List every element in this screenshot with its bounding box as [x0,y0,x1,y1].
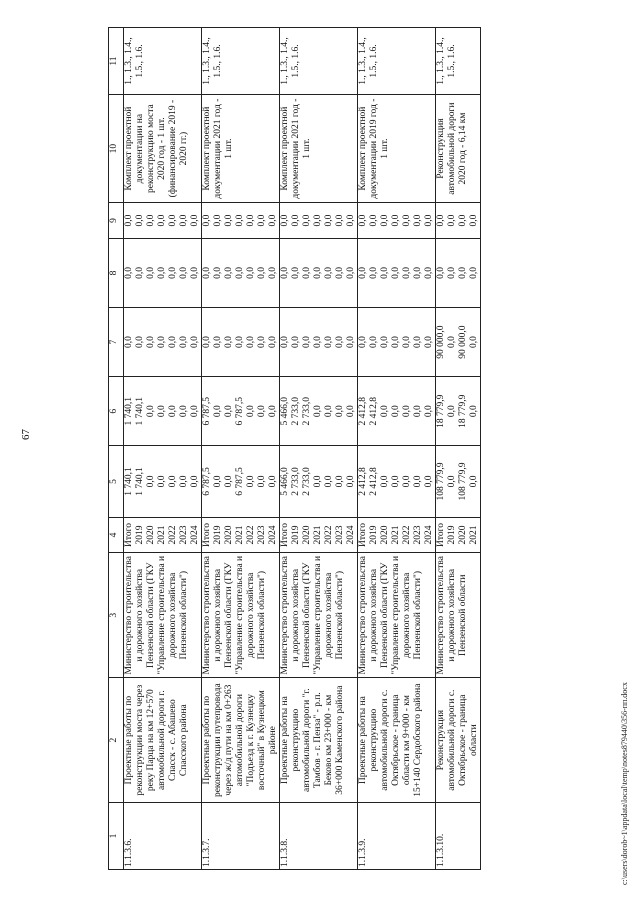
regional-budget [124,377,202,446]
federal-budget-value: 0,0 [224,336,234,349]
year-list-value: Итого [280,522,290,547]
column-header-9: 9 [109,203,124,239]
total-funding-value: 0,0 [190,475,200,488]
regional-budget-value: 18 779,9 [458,394,468,428]
regional-budget-value: 0,0 [213,405,223,418]
local-budget-value: 0,0 [124,267,134,279]
total-funding-value: 108 779,9 [436,462,446,501]
local-budget-value: 0,0 [202,267,212,279]
table-row [358,28,436,870]
column-header-2: 2 [109,678,124,803]
federal-budget-value: 0,0 [469,336,479,349]
federal-budget-value: 0,0 [402,336,412,349]
year-list [202,517,280,553]
total-funding-value: 0,0 [380,475,390,488]
column-header-10: 10 [109,95,124,203]
local-budget [436,238,481,307]
federal-budget-value: 0,0 [324,336,334,349]
year-list-value: 2022 [168,525,178,545]
local-budget [124,238,202,307]
year-list-value: Итого [124,522,134,547]
year-list [358,517,436,553]
indicator-refs: 1., 1.3., 1.4., 1.5., 1.6. [280,28,358,95]
other-sources-value: 0,0 [447,214,457,227]
other-sources-value: 0,0 [235,214,245,227]
federal-budget-value: 0,0 [124,336,134,349]
total-funding-value: 1 740,1 [135,467,145,496]
table-body [124,28,481,870]
year-list-value: 2024 [424,525,434,545]
federal-budget-value: 90 000,0 [458,325,468,359]
regional-budget-value: 0,0 [346,405,356,418]
total-funding-value: 1 740,1 [124,467,134,496]
program-table-rotated [108,27,565,870]
total-funding-value: 108 779,9 [458,462,468,501]
local-budget-value: 0,0 [346,267,356,279]
year-list-value: 2020 [146,525,156,545]
local-budget-value: 0,0 [358,267,368,279]
total-funding-value: 0,0 [424,475,434,488]
row-code: 1.1.3.9. [358,803,436,870]
column-header-4: 4 [109,517,124,553]
other-sources-value: 0,0 [380,214,390,227]
local-budget-value: 0,0 [413,267,423,279]
federal-budget-value: 0,0 [235,336,245,349]
local-budget-value: 0,0 [146,267,156,279]
file-path-footer: c:\users\dorob~1\appdata\local\temp\notes879440\356-пп.docx [620,682,629,885]
local-budget-value: 0,0 [268,267,278,279]
column-header-8: 8 [109,238,124,307]
row-code: 1.1.3.10. [436,803,481,870]
federal-budget-value: 0,0 [135,336,145,349]
other-sources-value: 0,0 [391,214,401,227]
regional-budget-value: 6 787,5 [235,396,245,426]
total-funding-value: 0,0 [213,475,223,488]
year-list-value: 2023 [335,525,345,545]
total-funding [202,446,280,517]
total-funding-value: 0,0 [246,475,256,488]
total-funding-value: 6 787,5 [202,467,212,496]
other-sources-value: 0,0 [313,214,323,227]
other-sources-value: 0,0 [436,214,446,227]
header-row [109,28,124,870]
federal-budget [202,308,280,377]
activity-name: Проектные работы по реконструкции моста через реку Парца на км 12+570 автомобильной дороги г. Спасск - с. Абашево Спасского района [124,678,202,803]
total-funding-value: 0,0 [257,475,267,488]
local-budget-value: 0,0 [246,267,256,279]
federal-budget-value: 0,0 [213,336,223,349]
regional-budget-value: 1 740,1 [124,396,134,426]
column-header-11: 11 [109,28,124,95]
regional-budget-value: 2 412,8 [369,396,379,426]
local-budget-value: 0,0 [157,267,167,279]
other-sources-value: 0,0 [358,214,368,227]
federal-budget-value: 0,0 [313,336,323,349]
local-budget-value: 0,0 [335,267,345,279]
other-sources [358,203,436,239]
executor-name: Министерство строительства и дорожного хозяйства Пензенской области [436,553,481,678]
regional-budget-value: 0,0 [469,405,479,418]
year-list-value: 2021 [235,525,245,545]
expected-result: Комплект проектной документации 2021 год - 1 шт. [280,95,358,203]
year-list-value: 2023 [413,525,423,545]
local-budget [358,238,436,307]
federal-budget-value: 0,0 [246,336,256,349]
regional-budget-value: 2 412,8 [358,396,368,426]
year-list-value: 2019 [447,525,457,545]
local-budget-value: 0,0 [302,267,312,279]
regional-budget-value: 0,0 [224,405,234,418]
other-sources-value: 0,0 [268,214,278,227]
total-funding-value: 0,0 [313,475,323,488]
other-sources-value: 0,0 [124,214,134,227]
regional-budget-value: 2 733,0 [291,396,301,426]
year-list-value: Итого [436,522,446,547]
regional-budget-value: 0,0 [413,405,423,418]
other-sources-value: 0,0 [324,214,334,227]
year-list-value: 2021 [469,525,479,545]
year-list-value: 2019 [369,525,379,545]
regional-budget [280,377,358,446]
other-sources-value: 0,0 [424,214,434,227]
local-budget-value: 0,0 [135,267,145,279]
local-budget-value: 0,0 [213,267,223,279]
other-sources-value: 0,0 [335,214,345,227]
regional-budget-value: 0,0 [190,405,200,418]
regional-budget-value: 0,0 [146,405,156,418]
other-sources-value: 0,0 [302,214,312,227]
regional-budget-value: 0,0 [447,405,457,418]
executor-name: Министерство строительства и дорожного хозяйства Пензенской области (ГКУ "Управление строительства и дорожного хозяйства Пензенской области") [358,553,436,678]
regional-budget-value: 2 733,0 [302,396,312,426]
federal-budget-value: 0,0 [280,336,290,349]
federal-budget [436,308,481,377]
federal-budget-value: 0,0 [346,336,356,349]
other-sources-value: 0,0 [157,214,167,227]
local-budget-value: 0,0 [424,267,434,279]
executor-name: Министерство строительства и дорожного хозяйства Пензенской области (ГКУ "Управление строительства и дорожного хозяйства Пензенской области") [280,553,358,678]
total-funding-value: 0,0 [335,475,345,488]
local-budget [280,238,358,307]
local-budget-value: 0,0 [190,267,200,279]
federal-budget-value: 0,0 [257,336,267,349]
total-funding-value: 0,0 [402,475,412,488]
federal-budget-value: 0,0 [179,336,189,349]
regional-budget [358,377,436,446]
indicator-refs: 1., 1.3., 1.4., 1.5., 1.6. [358,28,436,95]
indicator-refs: 1., 1.3., 1.4., 1.5., 1.6. [124,28,202,95]
local-budget-value: 0,0 [458,267,468,279]
federal-budget-value: 0,0 [335,336,345,349]
total-funding-value: 0,0 [224,475,234,488]
other-sources-value: 0,0 [257,214,267,227]
year-list-value: 2019 [135,525,145,545]
table-row [280,28,358,870]
federal-budget [124,308,202,377]
year-list-value: Итого [358,522,368,547]
year-list-value: 2024 [268,525,278,545]
year-list-value: 2020 [224,525,234,545]
federal-budget-value: 0,0 [157,336,167,349]
regional-budget-value: 0,0 [268,405,278,418]
column-header-3: 3 [109,553,124,678]
year-list-value: 2024 [346,525,356,545]
regional-budget-value: 1 740,1 [135,396,145,426]
local-budget-value: 0,0 [369,267,379,279]
total-funding [436,446,481,517]
regional-budget-value: 0,0 [246,405,256,418]
federal-budget-value: 0,0 [268,336,278,349]
other-sources-value: 0,0 [179,214,189,227]
year-list-value: 2019 [213,525,223,545]
total-funding-value: 6 787,5 [235,467,245,496]
table-row [202,28,280,870]
federal-budget-value: 0,0 [358,336,368,349]
federal-budget-value: 0,0 [190,336,200,349]
total-funding-value: 0,0 [346,475,356,488]
federal-budget-value: 90 000,0 [436,325,446,359]
total-funding-value: 0,0 [179,475,189,488]
total-funding [280,446,358,517]
local-budget-value: 0,0 [235,267,245,279]
other-sources-value: 0,0 [346,214,356,227]
total-funding-value: 5 466,0 [280,467,290,496]
regional-budget-value: 5 466,0 [280,396,290,426]
column-header-7: 7 [109,308,124,377]
page-number: 67 [20,429,32,440]
federal-budget-value: 0,0 [380,336,390,349]
regional-budget-value: 0,0 [157,405,167,418]
year-list-value: 2023 [179,525,189,545]
year-list-value: 2020 [458,525,468,545]
federal-budget-value: 0,0 [391,336,401,349]
other-sources-value: 0,0 [402,214,412,227]
total-funding-value: 0,0 [324,475,334,488]
regional-budget-value: 6 787,5 [202,396,212,426]
other-sources [280,203,358,239]
column-header-5: 5 [109,446,124,517]
federal-budget-value: 0,0 [369,336,379,349]
column-header-1: 1 [109,803,124,870]
regional-budget [202,377,280,446]
regional-budget-value: 0,0 [391,405,401,418]
activity-name: Реконструкция автомобильной дороги с. Октябрьское - граница области [436,678,481,803]
regional-budget-value: 0,0 [402,405,412,418]
activity-name: Проектные работы на реконструкцию автомобильной дороги "г. Тамбов - г. Пенза" - р.п. Беково км 23+000 - км 36+000 Каменского района [280,678,358,803]
activity-name: Проектные работы по реконструкции путепровода через ж/д пути на км 0+263 автомобильной дороги "Подъезд к г. Кузнецку восточный" в Кузнецком районе [202,678,280,803]
regional-budget-value: 0,0 [424,405,434,418]
total-funding-value: 0,0 [447,475,457,488]
year-list [436,517,481,553]
regional-budget-value: 0,0 [335,405,345,418]
year-list [280,517,358,553]
regional-budget-value: 0,0 [324,405,334,418]
total-funding-value: 2 412,8 [358,467,368,496]
local-budget-value: 0,0 [469,267,479,279]
year-list-value: 2023 [257,525,267,545]
total-funding-value: 0,0 [391,475,401,488]
local-budget-value: 0,0 [168,267,178,279]
year-list-value: 2021 [391,525,401,545]
regional-budget-value: 0,0 [380,405,390,418]
executor-name: Министерство строительства и дорожного хозяйства Пензенской области (ГКУ "Управление строительства и дорожного хозяйства Пензенской области") [124,553,202,678]
total-funding [124,446,202,517]
local-budget-value: 0,0 [179,267,189,279]
other-sources [202,203,280,239]
other-sources-value: 0,0 [280,214,290,227]
expected-result: Комплект проектной документации на реконструкцию моста 2020 год - 1 шт. (финансирование 2019 - 2020 гг.) [124,95,202,203]
expected-result: Комплект проектной документации 2019 год - 1 шт. [358,95,436,203]
total-funding-value: 0,0 [413,475,423,488]
column-header-6: 6 [109,377,124,446]
year-list-value: 2021 [313,525,323,545]
federal-budget-value: 0,0 [413,336,423,349]
other-sources-value: 0,0 [224,214,234,227]
other-sources-value: 0,0 [190,214,200,227]
row-code: 1.1.3.8. [280,803,358,870]
local-budget-value: 0,0 [280,267,290,279]
total-funding-value: 0,0 [469,475,479,488]
local-budget-value: 0,0 [447,267,457,279]
total-funding-value: 2 733,0 [291,467,301,496]
other-sources-value: 0,0 [291,214,301,227]
regional-budget-value: 18 779,9 [436,394,446,428]
row-code: 1.1.3.6. [124,803,202,870]
executor-name: Министерство строительства и дорожного хозяйства Пензенской области (ГКУ "Управление строительства и дорожного хозяйства Пензенской области") [202,553,280,678]
federal-budget-value: 0,0 [447,336,457,349]
federal-budget-value: 0,0 [291,336,301,349]
expected-result: Реконструкция автомобильной дороги 2020 год - 6,14 км [436,95,481,203]
total-funding-value: 2 733,0 [302,467,312,496]
other-sources-value: 0,0 [168,214,178,227]
other-sources [436,203,481,239]
regional-budget-value: 0,0 [257,405,267,418]
regional-budget [436,377,481,446]
other-sources-value: 0,0 [369,214,379,227]
total-funding-value: 0,0 [146,475,156,488]
total-funding-value: 0,0 [157,475,167,488]
expected-result: Комплект проектной документации 2021 год - 1 шт. [202,95,280,203]
federal-budget-value: 0,0 [424,336,434,349]
local-budget-value: 0,0 [291,267,301,279]
indicator-refs: 1., 1.3., 1.4., 1.5., 1.6. [202,28,280,95]
federal-budget-value: 0,0 [146,336,156,349]
total-funding-value: 0,0 [268,475,278,488]
regional-budget-value: 0,0 [313,405,323,418]
year-list-value: 2021 [157,525,167,545]
federal-budget-value: 0,0 [202,336,212,349]
year-list-value: 2022 [246,525,256,545]
other-sources-value: 0,0 [469,214,479,227]
local-budget-value: 0,0 [257,267,267,279]
federal-budget [280,308,358,377]
year-list-value: 2020 [380,525,390,545]
local-budget-value: 0,0 [402,267,412,279]
local-budget-value: 0,0 [313,267,323,279]
other-sources-value: 0,0 [213,214,223,227]
other-sources-value: 0,0 [413,214,423,227]
year-list-value: 2024 [190,525,200,545]
year-list-value: Итого [202,522,212,547]
total-funding-value: 0,0 [168,475,178,488]
federal-budget-value: 0,0 [168,336,178,349]
local-budget-value: 0,0 [436,267,446,279]
year-list-value: 2022 [324,525,334,545]
local-budget-value: 0,0 [380,267,390,279]
local-budget-value: 0,0 [324,267,334,279]
year-list-value: 2020 [302,525,312,545]
total-funding [358,446,436,517]
other-sources-value: 0,0 [146,214,156,227]
local-budget-value: 0,0 [224,267,234,279]
indicator-refs: 1., 1.3., 1.4., 1.5., 1.6. [436,28,481,95]
regional-budget-value: 0,0 [168,405,178,418]
activity-name: Проектные работы на реконструкцию автомобильной дороги с. Октябрьское - граница области км 9+000 - км 15+140 Сердобского района [358,678,436,803]
other-sources-value: 0,0 [458,214,468,227]
table-row [436,28,481,870]
year-list-value: 2019 [291,525,301,545]
local-budget [202,238,280,307]
local-budget-value: 0,0 [391,267,401,279]
other-sources-value: 0,0 [246,214,256,227]
program-table [108,27,481,870]
federal-budget-value: 0,0 [302,336,312,349]
regional-budget-value: 0,0 [179,405,189,418]
row-code: 1.1.3.7. [202,803,280,870]
other-sources [124,203,202,239]
year-list-value: 2022 [402,525,412,545]
other-sources-value: 0,0 [135,214,145,227]
table-row [124,28,202,870]
total-funding-value: 2 412,8 [369,467,379,496]
federal-budget [358,308,436,377]
year-list [124,517,202,553]
other-sources-value: 0,0 [202,214,212,227]
